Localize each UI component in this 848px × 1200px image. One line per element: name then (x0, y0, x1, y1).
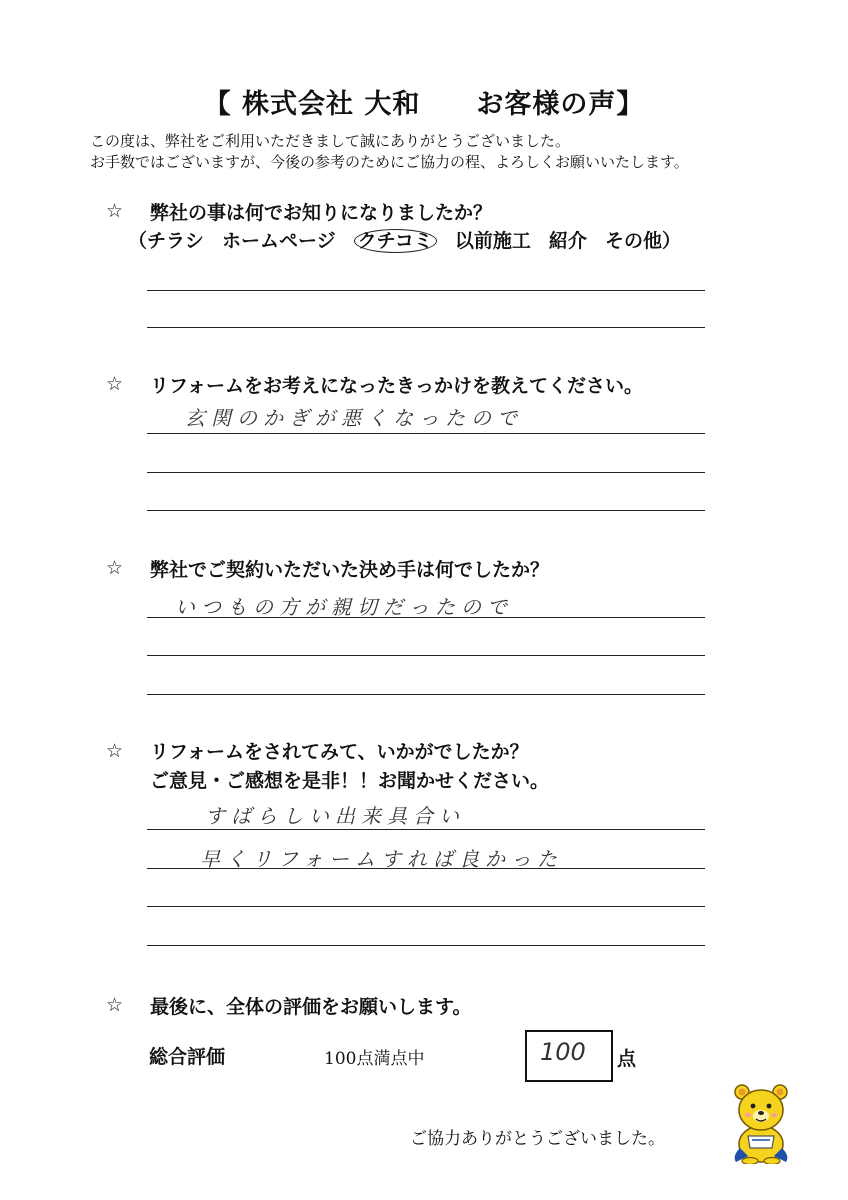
option-previous-work[interactable]: 以前施工 (454, 230, 531, 252)
star-icon: ☆ (106, 740, 124, 762)
answer-line (147, 472, 705, 473)
answer-line (147, 868, 705, 869)
answer-line (147, 694, 705, 695)
question-4-line-1: リフォームをされてみて、いかがでしたか？ (150, 741, 529, 763)
handwritten-answer-3: いつもの方が親切だったので (175, 595, 513, 619)
rating-scale-text: 100点満点中 (324, 1049, 425, 1069)
answer-line (147, 829, 705, 830)
option-flyer[interactable]: チラシ (147, 230, 205, 252)
answer-line (147, 617, 705, 618)
choices-open-paren: （ (128, 230, 148, 252)
star-icon: ☆ (106, 557, 124, 579)
question-5: 最後に、全体の評価をお願いします。 (150, 996, 472, 1018)
answer-line (147, 290, 705, 291)
answer-line (147, 510, 705, 511)
thank-you-message: ご協力ありがとうございました。 (410, 1129, 665, 1149)
answer-line (147, 327, 705, 328)
bear-mascot-icon (728, 1082, 794, 1164)
score-unit: 点 (617, 1048, 637, 1070)
option-referral[interactable]: 紹介 (548, 230, 587, 252)
score-value: 100 (540, 1038, 586, 1066)
option-word-of-mouth-selected[interactable]: クチコミ (354, 229, 437, 253)
handwritten-answer-4a: すばらしい出来具合い (205, 804, 465, 828)
answer-line (147, 655, 705, 656)
intro-line-2: お手数ではございますが、今後の参考のためにご協力の程、よろしくお願いいたします。 (90, 153, 689, 171)
overall-rating-label: 総合評価 (149, 1046, 226, 1068)
question-3: 弊社でご契約いただいた決め手は何でしたか？ (150, 559, 550, 581)
star-icon: ☆ (106, 373, 124, 395)
handwritten-answer-2: 玄関のかぎが悪くなったので (185, 406, 523, 430)
question-4-line-2: ご意見・ご感想を是非！！お聞かせください。 (150, 770, 550, 792)
answer-line (147, 906, 705, 907)
choices-close-paren: ） (661, 230, 681, 252)
question-2: リフォームをお考えになったきっかけを教えてください。 (150, 375, 644, 397)
answer-line (147, 945, 705, 946)
option-homepage[interactable]: ホームページ (222, 230, 336, 252)
star-icon: ☆ (106, 994, 124, 1016)
option-other[interactable]: その他 (604, 230, 662, 252)
handwritten-answer-4b: 早くリフォームすれば良かった (200, 847, 563, 871)
page-title: 【 株式会社 大和 お客様の声】 (203, 89, 645, 120)
answer-line (147, 433, 705, 434)
intro-line-1: この度は、弊社をご利用いただきまして誠にありがとうございました。 (90, 132, 571, 150)
star-icon: ☆ (106, 200, 124, 222)
source-choices (128, 226, 681, 253)
question-1: 弊社の事は何でお知りになりましたか？ (150, 202, 493, 224)
